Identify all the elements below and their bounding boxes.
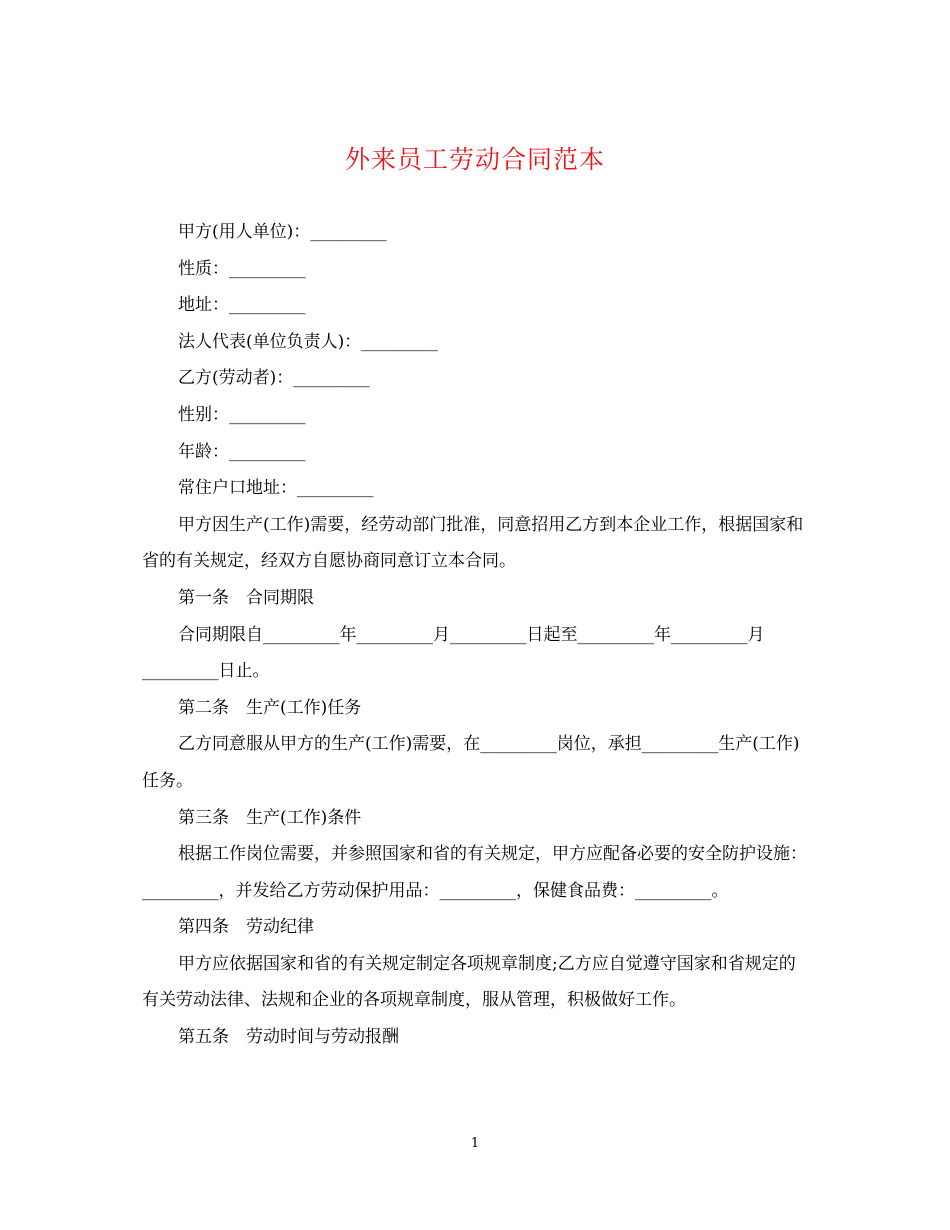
residence-address-field: 常住户口地址：_________: [178, 478, 374, 499]
article-4-body: 甲方应依据国家和省的有关规定制定各项规章制度;乙方应自觉遵守国家和省规定的有关劳动法律、法规和企业的各项规章制度，服从管理，积极做好工作。: [142, 953, 796, 1011]
preamble-paragraph: 甲方因生产(工作)需要，经劳动部门批准，同意招用乙方到本企业工作，根据国家和省的有关规定，经双方自愿协商同意订立本合同。: [142, 514, 804, 572]
article-1-body: 合同期限自_________年_________月_________日起至_________年_________月_________日止。: [142, 624, 765, 682]
article-3-heading: 第三条 生产(工作)条件: [178, 807, 362, 828]
article-3-body: 根据工作岗位需要，并参照国家和省的有关规定，甲方应配备必要的安全防护设施：_________，并发给乙方劳动保护用品：_________，保健食品费：_________。: [142, 844, 807, 901]
party-b-field: 乙方(劳动者)：_________: [178, 368, 370, 389]
legal-representative-field: 法人代表(单位负责人)：_________: [178, 331, 438, 352]
article-2-heading: 第二条 生产(工作)任务: [178, 697, 362, 718]
gender-field: 性别：_________: [178, 404, 306, 425]
document-title: 外来员工劳动合同范本: [344, 145, 605, 174]
article-1-heading: 第一条 合同期限: [178, 587, 314, 608]
article-4-heading: 第四条 劳动纪律: [178, 917, 314, 938]
address-field: 地址：_________: [178, 295, 306, 316]
page-number: 1: [470, 1136, 480, 1151]
party-a-field: 甲方(用人单位)：_________: [178, 222, 387, 242]
nature-field: 性质：_________: [178, 258, 306, 279]
age-field: 年龄：_________: [178, 441, 306, 462]
article-2-body: 乙方同意服从甲方的生产(工作)需要，在_________岗位，承担_________生产(工作)任务。: [142, 734, 800, 791]
article-5-heading: 第五条 劳动时间与劳动报酬: [178, 1027, 399, 1048]
document-body: [142, 214, 808, 1056]
